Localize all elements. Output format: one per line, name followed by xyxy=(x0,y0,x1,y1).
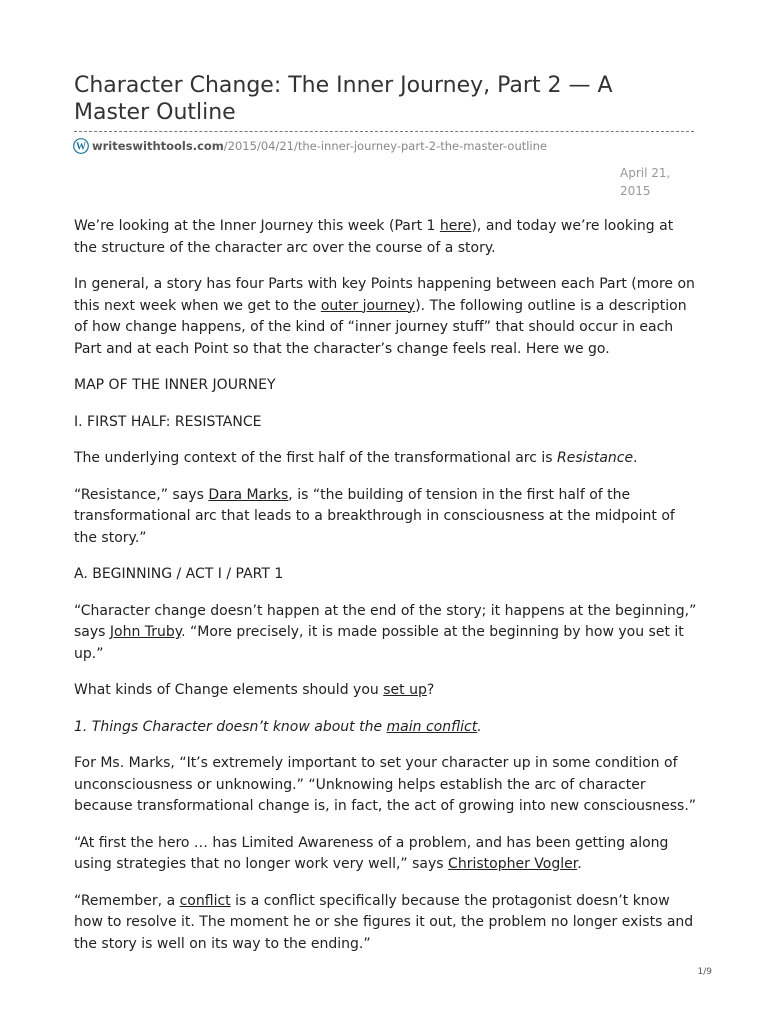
section-heading: I. FIRST HALF: RESISTANCE xyxy=(74,413,262,430)
main-conflict-link[interactable]: main conflict xyxy=(386,718,478,735)
paragraph: The underlying context of the first half of the transformational arc is Resistance. xyxy=(74,450,638,466)
article-title: Character Change: The Inner Journey, Part 2 — A Master Outline xyxy=(74,73,613,125)
set-up-link[interactable]: set up xyxy=(383,682,427,698)
paragraph: In general, a story has four Parts with key Points happening between each Part (more on this next week when we get to the outer journey). The following outline is a description of how change happens, of the kind of “inner journey stuff” that should occur in each Part and at each Point so that the character’s change feels real. Here we go. xyxy=(74,276,695,357)
here-link[interactable]: here xyxy=(439,218,472,234)
paragraph: We’re looking at the Inner Journey this week (Part 1 here), and today we’re looking at the structure of the character arc over the course of a story. xyxy=(74,218,674,256)
source-line xyxy=(73,137,547,155)
subheading: 1. Things Character doesn’t know about the main conflict. xyxy=(74,718,482,735)
conflict-link[interactable]: conflict xyxy=(179,892,231,909)
publish-date: April 21, 2015 xyxy=(620,166,671,198)
title-divider xyxy=(74,131,694,132)
section-heading: A. BEGINNING / ACT I / PART 1 xyxy=(74,566,284,582)
dara-marks-link[interactable]: Dara Marks xyxy=(208,486,289,503)
page-number: 1/9 xyxy=(697,967,712,977)
paragraph: “Character change doesn’t happen at the end of the story; it happens at the beginning,” says John Truby. “More precisely, it is made possible at the beginning by how you set it up.” xyxy=(74,602,697,662)
paragraph: What kinds of Change elements should you set up? xyxy=(74,682,435,698)
christopher-vogler-link[interactable]: Christopher Vogler xyxy=(448,856,578,872)
paragraph: “Remember, a conflict is a conflict specifically because the protagonist doesn’t know how to resolve it. The moment he or she figures it out, the problem no longer exists and the story is well on its way to the ending.” xyxy=(74,892,694,952)
outer-journey-link[interactable]: outer journey xyxy=(320,297,416,314)
source-path[interactable]: /2015/04/21/the-inner-journey-part-2-the-master-outline xyxy=(223,139,547,153)
john-truby-link[interactable]: John Truby xyxy=(109,624,182,640)
section-heading: MAP OF THE INNER JOURNEY xyxy=(74,377,276,393)
article-body xyxy=(74,216,700,970)
paragraph: For Ms. Marks, “It’s extremely important to set your character up in some condition of unconsciousness or unknowing.” “Unknowing helps establish the arc of character because transformational change is, in fact, the act of growing into new consciousness.” xyxy=(74,755,697,814)
svg-text:W: W xyxy=(76,141,86,153)
source-domain[interactable]: writeswithtools.com xyxy=(92,139,224,153)
paragraph: “At first the hero … has Limited Awareness of a problem, and has been getting along using strategies that no longer work very well,” says Christopher Vogler. xyxy=(74,834,669,872)
paragraph: “Resistance,” says Dara Marks, is “the building of tension in the first half of the transformational arc that leads to a breakthrough in consciousness at the midpoint of the story.” xyxy=(74,486,675,546)
wordpress-icon xyxy=(73,138,89,154)
